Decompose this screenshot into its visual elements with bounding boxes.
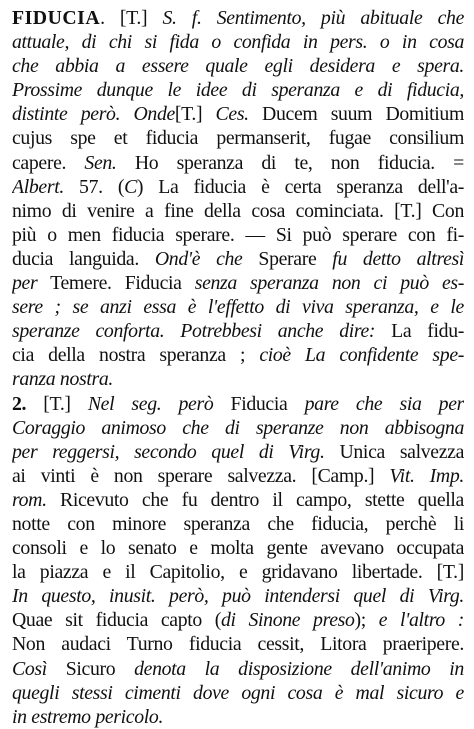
text-run: in estremo pericolo. <box>12 705 164 728</box>
text-line <box>12 488 464 512</box>
text-run: sere ; se anzi essa è l'effetto di viva speranza, e le <box>12 296 464 319</box>
text-run: consoli e lo senato e molta gente avevano occupata <box>12 537 464 560</box>
text-run: Coraggio animoso che di speranze non abbisogna <box>12 416 464 439</box>
text-line <box>12 584 464 608</box>
text-run: 57. ( <box>63 175 125 198</box>
text-run: C <box>124 175 137 198</box>
text-run: ) La fiducia è certa speranza dell'a- <box>136 175 464 198</box>
text-run: rom. <box>12 488 47 511</box>
text-line <box>12 512 464 536</box>
text-run: S. f. Sentimento, più abituale che <box>162 7 464 29</box>
text-run: nimo di venire a fine della cosa cominciata. [T.] Con <box>12 199 464 222</box>
text-run: ); <box>354 609 379 632</box>
text-run: . [T.] <box>100 7 163 29</box>
text-line <box>12 199 464 223</box>
sense-number: 2. <box>12 392 27 415</box>
text-line <box>12 295 464 319</box>
text-run: Ces. <box>215 103 249 126</box>
text-line <box>12 416 464 440</box>
text-run: Non audaci Turno fiducia cessit, Litora praeripere. <box>12 633 464 656</box>
text-line <box>12 392 464 416</box>
text-run: per <box>12 272 38 295</box>
text-line <box>12 657 464 681</box>
text-run: cujus spe et fiducia permanserit, fugae consilium <box>12 127 464 150</box>
text-run: la piazza e il Capitolio, e gridavano libertade. [T.] <box>12 561 464 584</box>
text-line <box>12 223 464 247</box>
text-run: Ond'è che <box>154 247 243 270</box>
text-run: In questo, inusit. però, può intendersi quel di Virg. <box>12 585 464 608</box>
text-run: Ho speranza di te, non fiducia. = <box>116 151 464 174</box>
text-line <box>12 560 464 584</box>
text-run: più o men fiducia sperare. — Si può sperare con fi- <box>12 223 464 246</box>
text-run: [T.] <box>26 392 88 415</box>
text-run: Ducem suum Domitium <box>248 103 464 126</box>
text-run: denota la disposizione dell'animo in <box>134 657 464 680</box>
text-run: Sperare <box>242 247 333 270</box>
text-line <box>12 343 464 367</box>
text-run: Così <box>12 657 47 680</box>
text-run: che abbia a essere quale egli desidera e spera. <box>12 55 464 78</box>
text-line <box>12 440 464 464</box>
text-run: Vit. Imp. <box>389 464 464 487</box>
text-run: Fiducia <box>213 392 305 415</box>
text-run: Albert. <box>12 175 64 198</box>
text-line <box>12 319 464 343</box>
text-line <box>12 608 464 632</box>
headword: FIDUCIA <box>12 7 101 29</box>
text-line <box>12 126 464 150</box>
text-run: di Sinone preso <box>221 609 355 632</box>
text-run: e l'altro : <box>378 609 464 632</box>
text-line <box>12 632 464 656</box>
text-run: quegli stessi cimenti dove ogni cosa è mal sicuro e <box>12 681 464 704</box>
text-line <box>12 271 464 295</box>
text-run: ranza nostra. <box>12 368 113 391</box>
text-run: Quae sit fiducia capto ( <box>12 609 221 632</box>
text-run: Prossime dunque le idee di speranza e di fiducia, <box>12 79 464 102</box>
text-line <box>12 151 464 175</box>
text-run: attuale, di chi si fida o confida in pers. o in cosa <box>12 31 464 54</box>
text-line <box>12 536 464 560</box>
text-run: notte con minore speranza che fiducia, perchè li <box>12 512 464 535</box>
text-run: Ricevuto che fu dentro il campo, stette quella <box>46 488 464 511</box>
text-line <box>12 367 464 391</box>
text-run: Temere. Fiducia <box>37 272 195 295</box>
text-run: capere. <box>12 151 85 174</box>
text-line <box>12 705 464 729</box>
text-run: [T.] <box>174 103 216 126</box>
text-line <box>12 175 464 199</box>
text-line <box>12 102 464 126</box>
text-line <box>12 78 464 102</box>
text-run: distinte però. Onde <box>12 103 175 126</box>
text-run: Unica salvezza <box>324 440 464 463</box>
text-run: Nel seg. però <box>87 392 214 415</box>
text-line <box>12 247 464 271</box>
text-line <box>12 6 464 30</box>
text-run: per reggersi, secondo quel di Virg. <box>12 440 325 463</box>
text-line <box>12 681 464 705</box>
text-run: fu detto altresì <box>332 247 464 270</box>
text-run: La fidu- <box>375 320 464 343</box>
text-run: speranze conforta. Potrebbesi anche dire: <box>12 320 376 343</box>
text-line <box>12 30 464 54</box>
text-run: cioè La confidente spe- <box>259 344 464 367</box>
text-run: pare che sia per <box>304 392 464 415</box>
text-run: ai vinti è non sperare salvezza. [Camp.] <box>12 464 390 487</box>
text-line <box>12 464 464 488</box>
text-run: ducia languida. <box>12 247 155 270</box>
text-run: cia della nostra speranza ; <box>12 344 260 367</box>
text-run: Sicuro <box>46 657 135 680</box>
text-run: senza speranza non ci può es- <box>194 272 464 295</box>
text-run: Sen. <box>84 151 117 174</box>
text-line <box>12 54 464 78</box>
